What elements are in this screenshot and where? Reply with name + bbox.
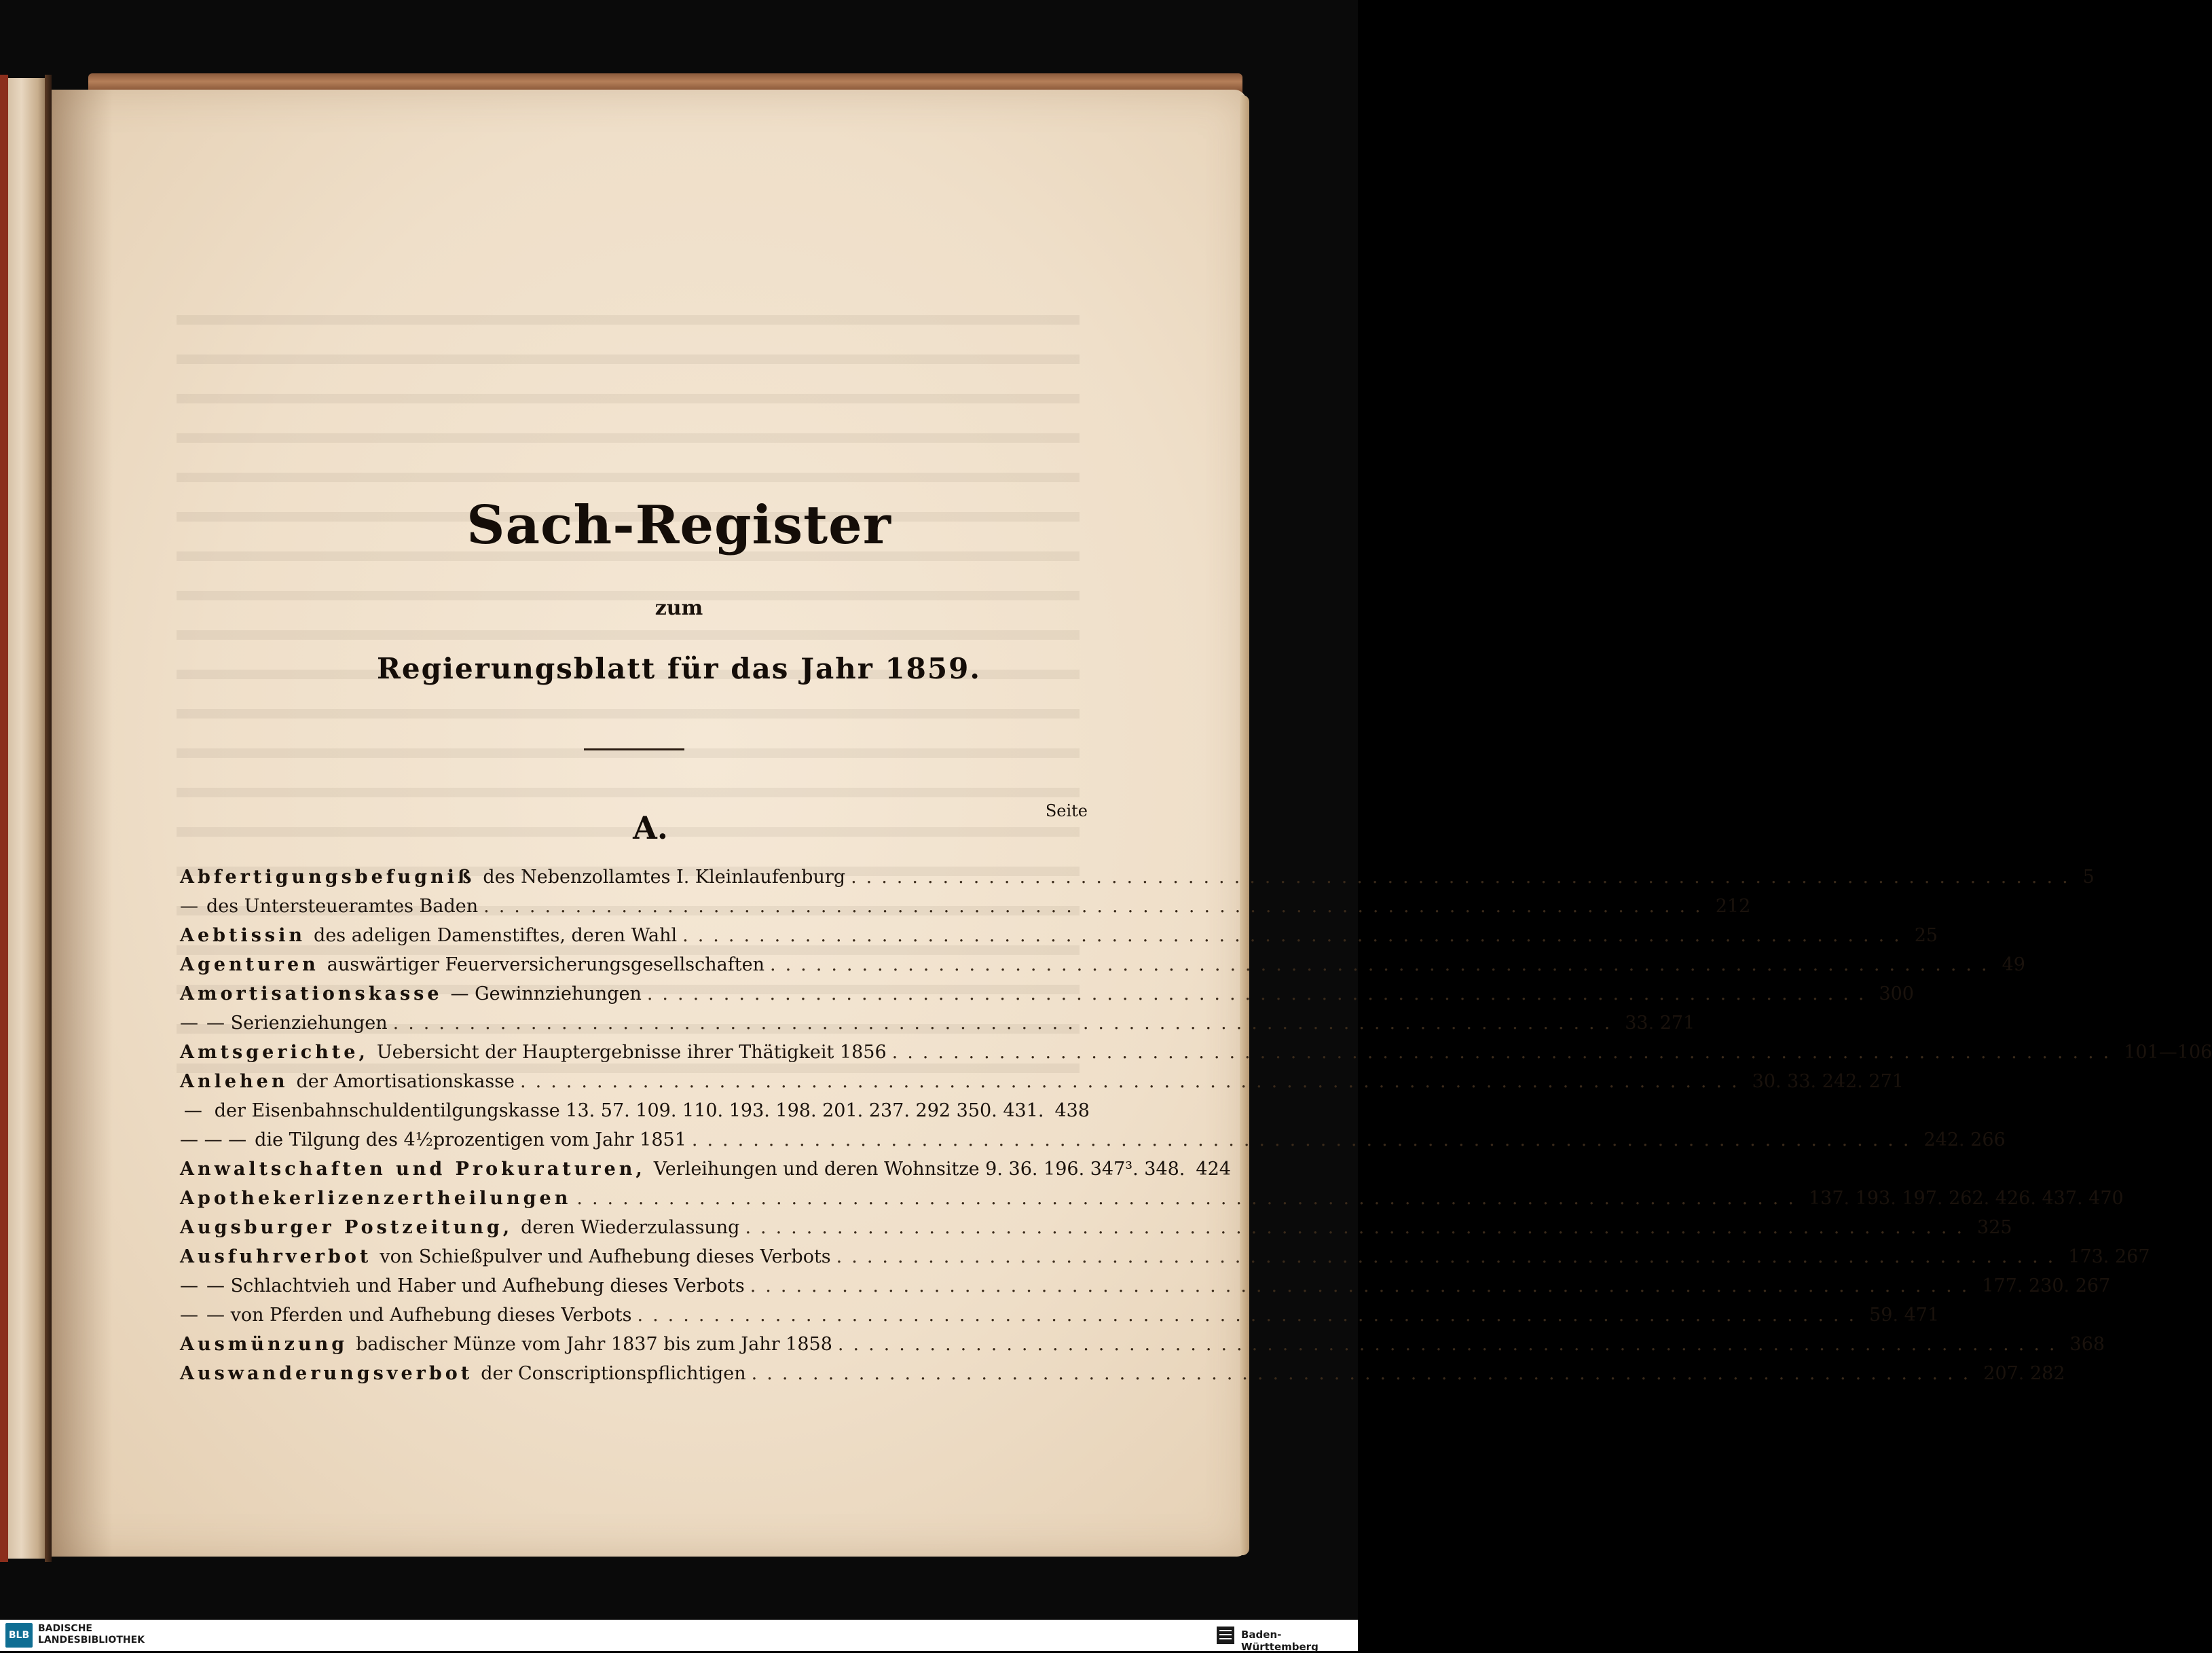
entry-lead: Auswanderungsverbot <box>180 1363 473 1384</box>
baden-wuerttemberg-crest-icon[interactable] <box>1215 1625 1236 1646</box>
entry-lead: Ausfuhrverbot <box>180 1246 372 1267</box>
entry-lead: Amortisationskasse <box>180 983 443 1004</box>
entry-text: auswärtiger Feuerversicherungsgesellschaften <box>327 954 764 975</box>
entry-pages: 242. 266 <box>1923 1129 2006 1150</box>
dot-leader: ................................................................................ <box>392 1013 1620 1034</box>
dot-leader: ................................................................................ <box>837 1334 2065 1355</box>
register-entry <box>180 1363 2065 1392</box>
register-entry <box>180 1071 1904 1100</box>
entry-lead: Amtsgerichte, <box>180 1042 369 1063</box>
register-entry <box>180 983 1914 1013</box>
entry-text: von Schießpulver und Aufhebung dieses Verbots <box>380 1246 831 1267</box>
register-entry <box>180 1275 2111 1305</box>
dot-leader: ................................................................................ <box>637 1305 1864 1326</box>
register-entry <box>180 1129 2006 1159</box>
entry-text: des adeligen Damenstiftes, deren Wahl <box>314 925 678 946</box>
entry-lead: Aebtissin <box>180 925 306 946</box>
entry-text: die Tilgung des 4½prozentigen vom Jahr 1851 <box>255 1129 686 1150</box>
register-entry <box>180 1042 2212 1071</box>
subtitle-zum: zum <box>655 596 703 620</box>
entry-pages: 33. 271 <box>1625 1013 1695 1034</box>
entry-lead: Agenturen <box>180 954 319 975</box>
register-entry <box>180 1159 1231 1188</box>
register-entry <box>180 867 2095 896</box>
library-name[interactable] <box>38 1623 145 1646</box>
dot-leader: ................................................................................ <box>851 867 2078 888</box>
section-letter: A. <box>633 810 668 846</box>
register-entry <box>180 1334 2105 1363</box>
entry-pages: 101—106 <box>2124 1042 2212 1063</box>
subtitle-main: Regierungsblatt für das Jahr 1859. <box>377 652 981 685</box>
dot-leader: ................................................................................ <box>682 925 1909 946</box>
entry-text: der Amortisationskasse <box>296 1071 515 1092</box>
dot-leader: ................................................................................ <box>576 1188 1803 1209</box>
entry-pages: 177. 230. 267 <box>1982 1275 2111 1296</box>
title-rule <box>584 748 684 750</box>
entry-lead: Abfertigungsbefugniß <box>180 867 475 888</box>
entry-pages: 173. 267 <box>2068 1246 2150 1267</box>
entry-text: — Schlachtvieh und Haber und Aufhebung dieses Verbots <box>206 1275 745 1296</box>
entry-text: badischer Münze vom Jahr 1837 bis zum Jahr 1858 <box>356 1334 832 1355</box>
entry-pages: 368 <box>2069 1334 2105 1355</box>
entry-text: Uebersicht der Hauptergebnisse ihrer Thätigkeit 1856 <box>376 1042 887 1063</box>
entry-lead: Anwaltschaften und Prokuraturen, <box>180 1159 646 1180</box>
entry-pages: 137. 193. 197. 262. 426. 437. 470 <box>1808 1188 2124 1209</box>
register-entry <box>180 1246 2150 1275</box>
register-entry <box>180 1188 2124 1217</box>
state-name[interactable]: Baden-Württemberg <box>1241 1629 1319 1653</box>
entry-pages: 30. 33. 242. 271 <box>1752 1071 1904 1092</box>
dot-leader: ................................................................................ <box>745 1217 1972 1238</box>
page-title: Sach-Register <box>466 494 891 556</box>
dot-leader: ................................................................................ <box>750 1275 1977 1296</box>
entry-pages: 207. 282 <box>1983 1363 2065 1384</box>
dot-leader: ................................................................................ <box>483 896 1710 917</box>
register-entry <box>180 1100 1090 1129</box>
show-through-text <box>177 285 1080 883</box>
entry-pages: 424 <box>1196 1159 1231 1180</box>
library-name-line2: LANDESBIBLIOTHEK <box>38 1635 145 1646</box>
dot-leader: ................................................................................ <box>646 983 1874 1004</box>
entry-lead: Augsburger Postzeitung, <box>180 1217 513 1238</box>
entry-text: — von Pferden und Aufhebung dieses Verbots <box>206 1305 632 1326</box>
dot-leader: ................................................................................ <box>751 1363 1978 1384</box>
dot-leader: ................................................................................ <box>691 1129 1919 1150</box>
dot-leader: ................................................................................ <box>891 1042 2119 1063</box>
entry-pages: 5 <box>2082 867 2095 888</box>
entry-lead: — <box>183 1100 202 1121</box>
column-label-seite: Seite <box>1045 801 1088 820</box>
entry-text: deren Wiederzulassung <box>521 1217 740 1238</box>
entry-text: Verleihungen und deren Wohnsitze 9. 36. 196. 347³. 348. <box>653 1159 1185 1180</box>
entry-lead: Anlehen <box>180 1071 289 1092</box>
entry-pages: 325 <box>1977 1217 2012 1238</box>
entry-pages: 300 <box>1879 983 1914 1004</box>
entry-pages: 59. 471 <box>1869 1305 1940 1326</box>
dot-leader: ................................................................................ <box>520 1071 1747 1092</box>
library-name-line1: BADISCHE <box>38 1623 92 1634</box>
entry-pages: 25 <box>1914 925 1938 946</box>
register-entry <box>180 896 1751 925</box>
register-entry <box>180 1305 1940 1334</box>
entry-lead: — — — <box>180 1129 247 1150</box>
entry-text: der Eisenbahnschuldentilgungskasse 13. 57. 109. 110. 193. 198. 201. 237. 292 350. 431. <box>214 1100 1044 1121</box>
dot-leader: ................................................................................ <box>836 1246 2063 1267</box>
entry-text: — Gewinnziehungen <box>450 983 642 1004</box>
register-entries <box>180 867 2212 1392</box>
footer-bar <box>0 1620 1358 1651</box>
entry-lead: Ausmünzung <box>180 1334 348 1355</box>
register-entry <box>180 1013 1695 1042</box>
entry-text: des Nebenzollamtes I. Kleinlaufenburg <box>483 867 846 888</box>
entry-pages: 438 <box>1054 1100 1090 1121</box>
entry-lead: Apothekerlizenzertheilungen <box>180 1188 572 1209</box>
register-entry <box>180 954 2025 983</box>
entry-pages: 49 <box>2002 954 2025 975</box>
entry-text: der Conscriptionspflichtigen <box>481 1363 746 1384</box>
register-entry <box>180 1217 2012 1246</box>
entry-lead: — <box>180 1013 198 1034</box>
entry-lead: — <box>180 896 198 917</box>
entry-lead: — <box>180 1275 198 1296</box>
entry-text: des Untersteueramtes Baden <box>206 896 479 917</box>
entry-pages: 212 <box>1715 896 1751 917</box>
blb-logo[interactable]: BLB <box>5 1623 33 1648</box>
dot-leader: ................................................................................ <box>769 954 1997 975</box>
entry-lead: — <box>180 1305 198 1326</box>
register-entry <box>180 925 1938 954</box>
entry-text: — Serienziehungen <box>206 1013 388 1034</box>
